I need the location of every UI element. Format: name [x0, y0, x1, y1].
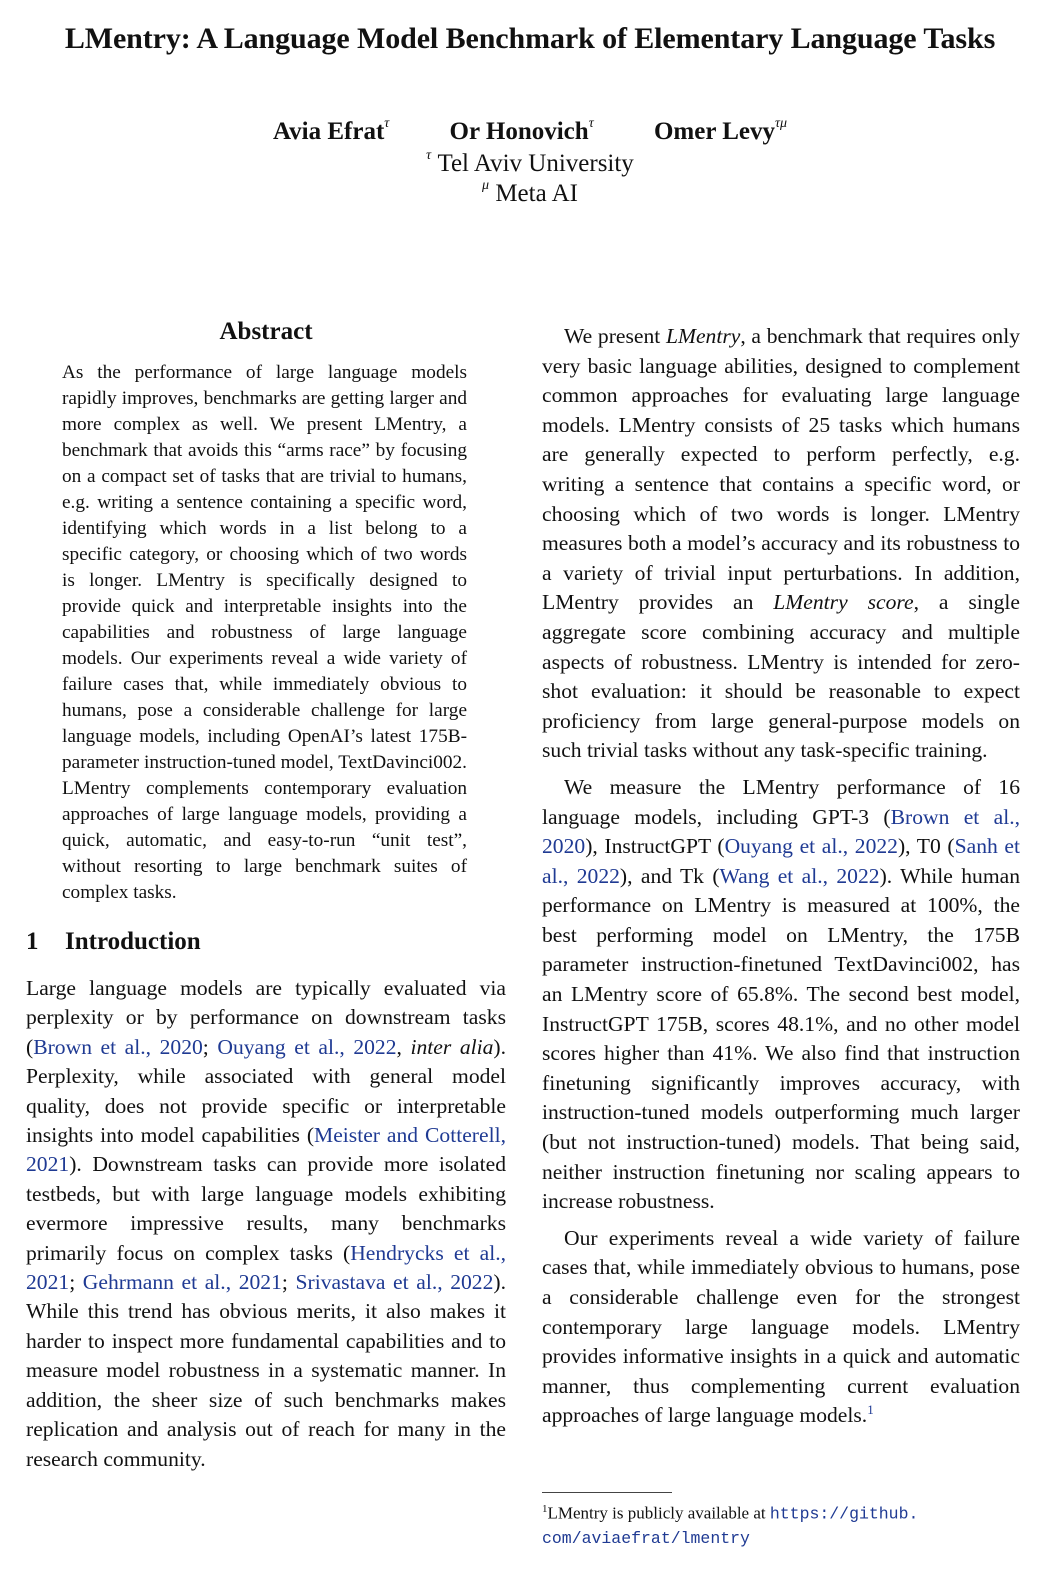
text-run-italic: LMentry score — [773, 590, 914, 615]
citation-link[interactable]: Gehrmann et al., 2021 — [82, 1270, 282, 1295]
section-number: 1 — [26, 928, 39, 955]
text-run: , — [396, 1034, 411, 1059]
citation-link[interactable]: Ouyang et al., 2022 — [217, 1034, 397, 1059]
text-run: We measure the LMentry performance of 16 language models, including GPT-3 ( — [542, 774, 1020, 829]
text-run: ). While human performance on LMentry is measured at 100%, the best performing model on LMentry, the 175B parameter instruction-finetuned TextDavinci002, has an LMentry score of 65.8%. The second best model, InstructGPT 175B, scores 48.1%, and no other model scores higher than 41%. We also find that instruction finetuning significantly improves accuracy, with instruction-tuned models outperforming much larger (but not instruction-tuned) models. That being said, neither instruction finetuning nor scaling appears to increase robustness. — [542, 863, 1020, 1214]
citation-link[interactable]: Ouyang et al., 2022 — [724, 834, 898, 859]
section-heading — [26, 926, 506, 958]
text-run: , a benchmark that requires only very basic language abilities, designed to complement common approaches for evaluating large language models. LMentry consists of 25 tasks which humans are generally expected to perform perfectly, e.g. writing a sentence that contains a specific word, or choosing which of two words is longer. LMentry measures both a model’s accuracy and its robustness to a variety of trivial input perturbations. In addition, LMentry provides an — [542, 324, 1020, 615]
text-run: ; — [202, 1034, 218, 1059]
author-list — [0, 115, 1060, 146]
text-run: ; — [69, 1270, 83, 1295]
author-name: Omer Levy — [653, 118, 775, 145]
text-run: We present — [564, 324, 666, 348]
footnote — [542, 1498, 1022, 1550]
footnote-text: LMentry is publicly available at — [547, 1503, 770, 1523]
affiliation-mark: τ — [384, 115, 390, 131]
text-run: ). While this trend has obvious merits, it also makes it harder to inspect more fundamental capabilities and to measure model robustness in a systematic manner. In addition, the sheer size of such benchmarks makes replication and analysis out of reach for many in the research community. — [26, 1270, 506, 1471]
citation-link[interactable]: Wang et al., 2022 — [719, 863, 880, 888]
footnote-reference[interactable]: 1 — [867, 1402, 874, 1418]
citation-link[interactable]: Srivastava et al., 2022 — [295, 1270, 494, 1295]
text-run: , a single aggregate score combining accuracy and multiple aspects of robustness. LMentry is intended for zero-shot evaluation: it should be reasonable to expect proficiency from large general-purpose models on such trivial tasks without any task-specific training. — [542, 590, 1020, 763]
intro-paragraph — [26, 974, 506, 1474]
left-column — [26, 318, 506, 1474]
text-run-italic: LMentry — [665, 324, 741, 348]
author — [653, 115, 788, 146]
citation-link[interactable]: Meister and Cotterell, 2021 — [26, 1123, 506, 1177]
intro-paragraph — [542, 322, 1020, 766]
text-run: Large language models are typically evaluated via perplexity or by performance on downstream tasks ( — [26, 976, 506, 1059]
affiliation-mark: τ — [426, 147, 432, 163]
citation-link[interactable]: Hendrycks et al., 2021 — [26, 1240, 506, 1295]
url-part: com/aviaefrat/lmentry — [542, 1528, 750, 1548]
citation-link[interactable]: Brown et al., 2020 — [33, 1034, 203, 1059]
affiliation-name: Tel Aviv University — [437, 150, 634, 177]
affiliation — [0, 147, 1060, 178]
author — [449, 115, 594, 146]
affiliation — [0, 177, 1060, 208]
section-title: Introduction — [65, 928, 201, 955]
text-run: ). Downstream tasks can provide more isolated testbeds, but with large language models exhibiting evermore impressive results, many benchmarks primarily focus on complex tasks ( — [26, 1152, 506, 1265]
affiliation-name: Meta AI — [495, 180, 578, 207]
citation-link[interactable]: Sanh et al., 2022 — [542, 834, 1020, 888]
intro-paragraph — [542, 773, 1020, 1217]
abstract-heading: Abstract — [219, 318, 313, 345]
paper-title: LMentry: A Language Model Benchmark of Elementary Language Tasks — [64, 22, 996, 55]
author-name: Avia Efrat — [272, 118, 385, 145]
text-run-italic: inter alia — [410, 1034, 494, 1059]
author-name: Or Honovich — [449, 118, 589, 145]
text-run: ), T0 ( — [897, 834, 955, 859]
right-column — [542, 322, 1020, 1431]
text-run: ), InstructGPT ( — [585, 834, 725, 859]
affiliation-mark: τμ — [775, 115, 788, 131]
footnote-divider — [542, 1492, 672, 1493]
affiliation-mark: τ — [588, 115, 594, 131]
abstract-text: As the performance of large language models rapidly improves, benchmarks are getting larger and more complex as well. We present LMentry, a benchmark that avoids this “arms race” by focusing on a compact set of tasks that are trivial to humans, e.g. writing a sentence containing a specific word, identifying which words in a list belong to a specific category, or choosing which of two words is longer. LMentry is specifically designed to provide quick and interpretable insights into the capabilities and robustness of large language models. Our experiments reveal a wide variety of failure cases that, while immediately obvious to humans, pose a considerable challenge for large language models, including OpenAI’s latest 175B-parameter instruction-tuned model, TextDavinci002. LMentry complements contemporary evaluation approaches of large language models, providing a quick, automatic, and easy-to-run “unit test”, without resorting to large benchmark suites of complex tasks. — [62, 362, 467, 903]
url-part: https://github. — [769, 1504, 919, 1524]
text-run: Our experiments reveal a wide variety of failure cases that, while immediately obvious to humans, pose a considerable challenge even for the strongest contemporary large language models. LMentry provides informative insights in a quick and automatic manner, thus complementing current evaluation approaches of large language models. — [542, 1225, 1020, 1428]
text-run: ). Perplexity, while associated with general model quality, does not provide specific or interpretable insights into model capabilities ( — [26, 1034, 507, 1148]
citation-link[interactable]: Brown et al., 2020 — [542, 804, 1020, 859]
text-run: ; — [281, 1270, 296, 1295]
intro-paragraph — [542, 1224, 1020, 1431]
footnote-mark: 1 — [542, 1503, 548, 1515]
text-run: ), and Tk ( — [619, 863, 720, 888]
author — [272, 115, 390, 146]
affiliation-mark: μ — [482, 177, 490, 193]
